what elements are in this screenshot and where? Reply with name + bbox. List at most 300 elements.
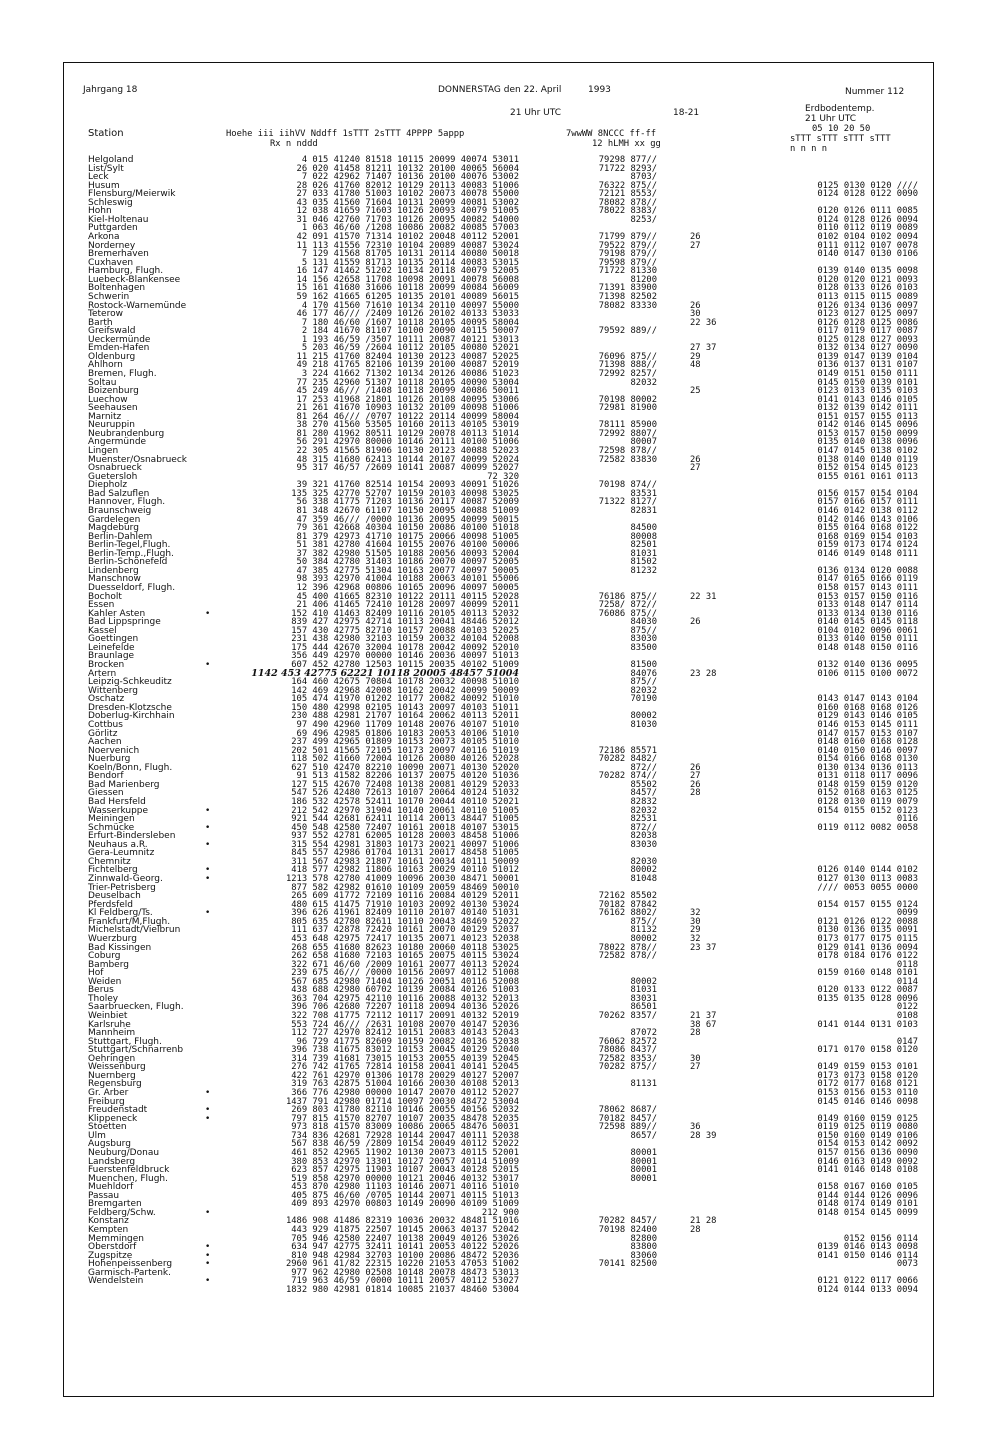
station-name: Arkona	[88, 232, 120, 243]
soil-temps: 0148 0174 0149 0101	[817, 1199, 918, 1210]
soil-temps: 0122	[896, 1002, 918, 1013]
weather-group: 70198 80002	[598, 394, 657, 405]
soil-temps: 0153 0156 0153 0110	[817, 1088, 918, 1099]
weather-group: 81131	[630, 1079, 657, 1090]
weather-group: 81031	[630, 985, 657, 996]
weather-group: 72121 8553/	[598, 189, 657, 200]
col-group2: 7wwWW 8NCCC ff-ff	[566, 129, 657, 139]
soil-temps: 0136 0134 0120 0088	[817, 565, 918, 576]
station-name: Bamberg	[88, 959, 129, 970]
station-name: Wittenberg	[88, 685, 139, 696]
station-values: 98 393 42970 41004 10188 20063 40101 55006	[296, 574, 519, 585]
station-values: 547 526 42480 72613 10107 20064 40124 51032	[291, 788, 519, 799]
soil-temps: 0135 0135 0128 0096	[817, 993, 918, 1004]
station-name: Wasserkuppe	[88, 805, 149, 816]
station-values: 43 035 41560 71604 10131 20099 40081 53002	[296, 197, 519, 208]
soil-temps: 0154 0153 0142 0092	[817, 1139, 918, 1150]
station-name: Bocholt	[88, 591, 122, 602]
station-values: 276 742 41765 72814 10158 20041 40141 52045	[291, 1062, 519, 1073]
station-name: Norderney	[88, 240, 136, 251]
station-values: 269 803 41780 82110 10146 20055 40156 52032	[291, 1105, 519, 1116]
station-values: 231 438 42980 32103 10159 20032 40104 52008	[291, 634, 519, 645]
soil-temps: 0168 0169 0154 0103	[817, 531, 918, 542]
weather-group: 80002	[630, 711, 657, 722]
soil-temps: 0113 0115 0115 0089	[817, 291, 918, 302]
soil-temps: 0102 0104 0102 0094	[817, 232, 918, 243]
station-values: 237 499 42965 01809 10153 20073 40105 51010	[291, 737, 519, 748]
station-values: 7 180 46/60 /1607 10118 20105 40095 58004	[301, 317, 519, 328]
station-name: Greifswald	[88, 326, 136, 337]
station-name: Hof	[88, 968, 104, 979]
station-values: 47 385 42775 51304 10163 20077 40097 50005	[296, 565, 519, 576]
soil-temps: 0129 0143 0146 0105	[817, 711, 918, 722]
weather-group: 72582 83830	[598, 454, 657, 465]
station-values: 164 460 42675 70804 10178 20032 40098 51010	[291, 677, 519, 688]
gust-values: 26	[690, 617, 701, 628]
station-values: 396 738 41675 83012 10153 20045 40129 52040	[291, 1045, 519, 1056]
station-values: 5 203 46/59 /2604 10112 20105 40080 52021	[301, 343, 519, 354]
station-values: 118 502 41660 72004 10126 20080 40126 52028	[291, 754, 519, 765]
soil-temps: 0146 0153 0145 0111	[817, 719, 918, 730]
soil-temps: 0141 0143 0146 0105	[817, 394, 918, 405]
weather-group: 80001	[630, 1165, 657, 1176]
station-name: Diepholz	[88, 480, 128, 491]
soil-temps: 0124 0128 0126 0094	[817, 214, 918, 225]
station-name: Memmingen	[88, 1233, 144, 1244]
station-name: Leipzig-Schkeuditz	[88, 677, 172, 688]
weather-group: 70198 82400	[598, 1225, 657, 1235]
station-values: 5 131 41559 81713 10135 20114 40083 53015	[301, 257, 519, 268]
station-values: 112 727 42970 82412 10151 20083 40143 52043	[291, 1028, 519, 1039]
weather-group: 79198 879//	[598, 249, 657, 260]
station-values: 81 379 42973 41710 10175 20066 40098 51005	[296, 531, 519, 542]
weather-group: 81200	[630, 274, 657, 285]
station-name: Feldberg/Schw.	[88, 1207, 156, 1218]
soil-temps: 0159 0160 0148 0101	[817, 968, 918, 979]
mountain-marker: •	[205, 608, 211, 619]
soil-temps: 0140 0150 0146 0097	[817, 745, 918, 756]
gust-values: 28 39	[690, 1130, 717, 1141]
gust-values: 26	[690, 300, 701, 311]
station-values: 46 177 46/// /2409 10126 20102 40133 53033	[296, 309, 519, 320]
gust-values: 30	[690, 916, 701, 927]
station-values: 11 113 41556 72310 10104 20089 40087 53024	[296, 240, 519, 251]
station-name: Kempten	[88, 1225, 129, 1235]
station-name: Luebeck-Blankensee	[88, 274, 181, 285]
station-values: 409 893 42970 00803 10149 20090 40109 51009	[291, 1199, 519, 1210]
weather-group: 76322 875//	[598, 180, 657, 191]
station-name: Görlitz	[88, 728, 118, 739]
gust-values: 27 37	[690, 343, 717, 354]
soil-temps: 0125 0128 0127 0093	[817, 334, 918, 345]
station-values: 366 776 42980 00000 10147 20070 40112 52027	[291, 1088, 519, 1099]
station-values: 567 838 46/59 /2809 10154 20049 40112 52022	[291, 1139, 519, 1150]
station-name: Leinefelde	[88, 642, 135, 653]
mountain-marker: •	[205, 839, 211, 850]
gust-values: 38 67	[690, 1019, 717, 1030]
soil-temps: 0124 0128 0122 0090	[817, 189, 918, 200]
station-values: 810 948 42984 32703 10100 20086 48472 52036	[291, 1250, 519, 1261]
issue-number: Nummer 112	[845, 87, 905, 97]
station-name: Flensburg/Meierwik	[88, 189, 176, 200]
station-values: 734 836 42681 72928 10144 20047 40111 52038	[291, 1130, 519, 1141]
weather-group: 70190	[630, 694, 657, 705]
station-name: Essen	[88, 600, 115, 611]
station-name: Bremerhaven	[88, 249, 149, 260]
soil-temps: 0147 0165 0166 0119	[817, 574, 918, 585]
station-values: 443 929 41875 22507 10145 20063 40137 52042	[291, 1225, 519, 1235]
station-values: 16 147 41462 51202 10134 20118 40079 52005	[296, 266, 519, 277]
soil-temps: 0117 0119 0117 0087	[817, 326, 918, 337]
mountain-marker: •	[205, 1276, 211, 1287]
soil-temps: 0124 0144 0133 0094	[817, 1284, 918, 1295]
station-name: Passau	[88, 1190, 120, 1201]
station-name: Koeln/Bonn, Flugh.	[88, 762, 173, 773]
soil-temps: 0132 0140 0136 0095	[817, 660, 918, 671]
weather-group: 72598 878//	[598, 446, 657, 457]
station-name: Kiel-Holtenau	[88, 214, 149, 225]
weather-group: 78086 8437/	[598, 1045, 657, 1056]
weather-group: 72992 8807/	[598, 428, 657, 439]
station-values: 461 852 42965 11902 10130 20073 40115 52001	[291, 1147, 519, 1158]
soil-temps: 0154 0155 0152 0123	[817, 805, 918, 816]
weather-group: 85502	[630, 779, 657, 790]
weather-group: 875//	[630, 625, 657, 636]
gust-values: 26	[690, 454, 701, 465]
station-values: 4 170 41560 71610 10134 20110 40097 55000	[301, 300, 519, 311]
weather-group: 84030	[630, 617, 657, 628]
station-name: Hamburg, Flugh.	[88, 266, 164, 277]
station-name: List/Sylt	[88, 163, 124, 174]
station-values: 81 280 41962 80511 10129 20078 40113 51014	[296, 428, 519, 439]
station-values: 396 706 42680 72207 10118 20094 40136 52026	[291, 1002, 519, 1013]
station-name: Bad Kissingen	[88, 942, 152, 953]
col-soil-depths: 05 10 20 50	[812, 124, 871, 134]
station-name: Oberstdorf	[88, 1242, 137, 1253]
soil-temps: 0148 0154 0145 0099	[817, 1207, 918, 1218]
station-name: Coburg	[88, 951, 121, 962]
weather-group: 8657/	[630, 1130, 657, 1141]
station-name: Artern	[88, 668, 117, 679]
weather-group: 875//	[630, 677, 657, 688]
weather-group: 81031	[630, 548, 657, 559]
station-values: 186 532 42578 52411 10170 20044 40110 52021	[291, 797, 519, 807]
mountain-marker: •	[205, 874, 211, 885]
station-name: Ueckermünde	[88, 334, 151, 345]
weather-group: 81500	[630, 660, 657, 671]
weather-group: 82800	[630, 1233, 657, 1244]
station-values: 69 496 42985 01806 10183 20053 40106 51010	[296, 728, 519, 739]
weather-group: 79592 889//	[598, 326, 657, 337]
weather-group: 7258/ 872//	[598, 600, 657, 611]
soil-temps: 0153 0157 0150 0099	[817, 428, 918, 439]
station-name: Husum	[88, 180, 120, 191]
gust-values: 26	[690, 762, 701, 773]
mountain-marker: •	[205, 1088, 211, 1099]
station-values: 607 452 42780 12503 10115 20035 40102 51009	[291, 660, 519, 671]
station-values: 265 609 41772 72109 10116 20084 40129 52011	[291, 891, 519, 902]
station-values: 45 249 46/// /1408 10118 20099 40086 50011	[296, 386, 519, 397]
weather-group: 76096 875//	[598, 351, 657, 362]
gust-values: 27	[690, 463, 701, 474]
station-name: Cottbus	[88, 719, 123, 730]
weather-group: 83531	[630, 488, 657, 499]
station-values: 45 400 41665 82310 10122 20111 40115 52028	[296, 591, 519, 602]
mountain-marker: •	[205, 1250, 211, 1261]
station-name: Wuerzburg	[88, 933, 137, 944]
soil-temps: 0152 0168 0163 0125	[817, 788, 918, 799]
station-name: Giessen	[88, 788, 124, 799]
soil-temps: 0125 0130 0120 ////	[817, 180, 918, 191]
station-name: Doberlug-Kirchhain	[88, 711, 175, 722]
soil-temps: 0116	[896, 814, 918, 825]
soil-temps: 0146 0149 0148 0111	[817, 548, 918, 559]
station-values: 314 739 41681 73015 10153 20055 40139 52045	[291, 1053, 519, 1064]
station-name: Konstanz	[88, 1216, 129, 1227]
soil-temps: 0126 0134 0136 0097	[817, 300, 918, 311]
weather-group: 80001	[630, 1156, 657, 1167]
weather-group: 76062 82572	[598, 1036, 657, 1047]
soil-temps: 0159 0173 0174 0124	[817, 540, 918, 551]
soil-temps: 0171 0170 0158 0120	[817, 1045, 918, 1056]
date-label: DONNERSTAG den 22. April	[438, 85, 562, 95]
station-values: 97 490 42960 11709 10148 20076 40107 51010	[296, 719, 519, 730]
station-values: 453 870 42980 11103 10146 20071 40116 51010	[291, 1182, 519, 1193]
station-name: Kassel	[88, 625, 117, 636]
soil-temps: 0128 0130 0119 0079	[817, 797, 918, 807]
weather-group: 70282 874//	[598, 771, 657, 782]
station-values: 72 320	[487, 471, 519, 482]
station-values: 438 688 42980 60702 10139 20084 40126 51003	[291, 985, 519, 996]
soil-temps: 0099	[896, 908, 918, 919]
gust-values: 27	[690, 240, 701, 251]
station-values: 96 729 41775 82609 10159 20082 40136 52038	[296, 1036, 519, 1047]
weather-group: 84500	[630, 523, 657, 534]
station-values: 1213 578 42780 41009 10096 20030 48471 50001	[285, 874, 519, 885]
station-values: 1 063 46/60 /1208 10086 20082 40085 57003	[301, 223, 519, 234]
station-name: Guetersloh	[88, 471, 138, 482]
weather-group: 80002	[630, 976, 657, 987]
station-name: Dresden-Klotzsche	[88, 702, 172, 713]
weather-group: 78082 878//	[598, 197, 657, 208]
weather-group: 70282 875//	[598, 1062, 657, 1073]
soil-temps: 0118	[896, 959, 918, 970]
weather-group: 80001	[630, 1147, 657, 1158]
station-name: Luechow	[88, 394, 128, 405]
soil-temps: 0153 0157 0150 0116	[817, 591, 918, 602]
mountain-marker: •	[205, 805, 211, 816]
station-values: 51 381 42780 41604 10155 20076 40100 50006	[296, 540, 519, 551]
station-name: Soltau	[88, 377, 117, 388]
weather-group: 82501	[630, 540, 657, 551]
weather-group: 80007	[630, 437, 657, 448]
station-name: Gr. Arber	[88, 1088, 129, 1099]
soil-temps: 0136 0137 0131 0107	[817, 360, 918, 371]
station-name: Braunlage	[88, 651, 135, 662]
weather-group: 71398 888//	[598, 360, 657, 371]
station-name: Helgoland	[88, 155, 134, 165]
weather-group: 79598 879//	[598, 257, 657, 268]
soil-temps: 0146 0142 0138 0112	[817, 505, 918, 516]
station-name: Augsburg	[88, 1139, 131, 1150]
gust-values: 30	[690, 1053, 701, 1064]
station-values: 268 655 41680 82623 10180 20060 40118 53025	[291, 942, 519, 953]
station-name: Lindenberg	[88, 565, 139, 576]
mountain-marker: •	[205, 1105, 211, 1116]
station-values: 1 193 46/59 /3507 10111 20087 40121 53013	[301, 334, 519, 345]
gust-values: 27	[690, 1062, 701, 1073]
weather-group: 872//	[630, 822, 657, 833]
station-name: Oldenburg	[88, 351, 136, 362]
soil-temps: 0133 0134 0130 0116	[817, 608, 918, 619]
weather-group: 70182 87842	[598, 899, 657, 910]
station-name: Hohenpeissenberg	[88, 1259, 173, 1270]
station-values: 553 724 46/// /2631 10108 20070 40147 52036	[291, 1019, 519, 1030]
soil-temps: 0172 0177 0168 0121	[817, 1079, 918, 1090]
station-values: 21 406 41465 72410 10128 20097 40099 52011	[296, 600, 519, 611]
station-name: Nuerburg	[88, 754, 131, 765]
weather-group: 82831	[630, 505, 657, 516]
weather-group: 83500	[630, 642, 657, 653]
weather-group: 70141 82500	[598, 1259, 657, 1270]
station-name: Goettingen	[88, 634, 139, 645]
weather-group: 83030	[630, 839, 657, 850]
station-name: Neuruppin	[88, 420, 136, 431]
weather-group: 84076	[630, 668, 657, 679]
station-name: Muehldorf	[88, 1182, 134, 1193]
station-values: 973 818 41570 83009 10086 20065 48476 50031	[291, 1122, 519, 1133]
soil-temps: 0138 0140 0140 0119	[817, 454, 918, 465]
station-name: Aachen	[88, 737, 122, 748]
station-values: 4 015 41240 81518 10115 20099 40074 53011	[301, 155, 519, 165]
col-group2-sub: 12 hLMH xx gg	[592, 139, 661, 149]
col-1821: 18-21	[673, 108, 700, 118]
station-name: Mannheim	[88, 1028, 136, 1039]
soil-temps: 0147	[896, 1036, 918, 1047]
station-name: Duesseldorf, Flugh.	[88, 583, 176, 593]
station-name: Marnitz	[88, 411, 122, 422]
weather-group: 80002	[630, 865, 657, 876]
station-name: Michelstadt/Vielbrun	[88, 925, 181, 936]
soil-temps: 0139 0140 0135 0098	[817, 266, 918, 277]
station-name: Muenchen, Flugh.	[88, 1173, 168, 1184]
soil-temps: //// 0053 0055 0000	[817, 882, 918, 893]
station-values: 356 449 42970 00000 10146 20036 40097 51013	[291, 651, 519, 662]
station-values: 1486 908 41486 82319 10036 20032 48481 51016	[285, 1216, 519, 1227]
station-name: Muenster/Osnabrueck	[88, 454, 188, 465]
station-values: 105 474 41970 01202 10177 20082 40092 51010	[291, 694, 519, 705]
gust-values: 28	[690, 1225, 701, 1235]
station-values: 77 235 42960 51307 10118 20105 40090 53004	[296, 377, 519, 388]
mountain-marker: •	[205, 1242, 211, 1253]
station-values: 150 480 42998 02105 10143 20097 40103 51011	[291, 702, 519, 713]
station-name: Neubrandenburg	[88, 428, 165, 439]
soil-temps: 0154 0166 0168 0130	[817, 754, 918, 765]
weather-group: 82032	[630, 377, 657, 388]
mountain-marker: •	[205, 1259, 211, 1270]
station-values: 519 858 42970 00000 10121 20046 40132 53017	[291, 1173, 519, 1184]
gust-values: 28	[690, 1028, 701, 1039]
station-name: Erfurt-Bindersleben	[88, 831, 176, 842]
station-values: 311 567 42983 21807 10161 20034 40111 50009	[291, 856, 519, 867]
station-values: 839 427 42975 42714 10113 20041 48446 52012	[291, 617, 519, 628]
weather-group: 70282 8482/	[598, 754, 657, 765]
weather-group: 78022 878//	[598, 942, 657, 953]
weather-group: 72981 81900	[598, 403, 657, 414]
soil-temps: 0150 0160 0149 0106	[817, 1130, 918, 1141]
station-values: 49 218 41765 82106 10139 20100 40087 52019	[296, 360, 519, 371]
weather-group: 79298 877//	[598, 155, 657, 165]
soil-temps: 0156 0157 0154 0104	[817, 488, 918, 499]
station-name: Karlsruhe	[88, 1019, 131, 1030]
soil-temps: 0157 0156 0136 0090	[817, 1147, 918, 1158]
weather-group: 76162 8802/	[598, 908, 657, 919]
station-name: Bad Marienberg	[88, 779, 160, 790]
col-erdboden-utc: 21 Uhr UTC	[805, 114, 857, 124]
station-name: Noervenich	[88, 745, 140, 756]
soil-temps: 0130 0134 0136 0113	[817, 762, 918, 773]
station-values: 7 022 42962 71407 10136 20100 40076 53002	[301, 172, 519, 183]
station-values: 877 582 42982 01610 10109 20059 48469 50010	[291, 882, 519, 893]
weather-group: 71391 83900	[598, 283, 657, 294]
weather-group: 80001	[630, 1173, 657, 1184]
station-name: Berlin-Dahlem	[88, 531, 153, 542]
station-values: 2960 961 41/82 22315 10220 21053 47053 51002	[285, 1259, 519, 1270]
weather-group: 82038	[630, 831, 657, 842]
soil-temps: 0149 0159 0153 0101	[817, 1062, 918, 1073]
station-name: Rostock-Warnemünde	[88, 300, 187, 311]
weather-group: 80002	[630, 933, 657, 944]
station-values: 230 488 42981 21707 10164 20062 40113 52011	[291, 711, 519, 722]
soil-temps: 0106 0115 0100 0072	[817, 668, 918, 679]
station-values: 47 359 46/// /0000 10136 20095 40099 50015	[296, 514, 519, 525]
weather-group: 87072	[630, 1028, 657, 1039]
soil-temps: 0120 0133 0122 0087	[817, 985, 918, 996]
station-name: Neuburg/Donau	[88, 1147, 160, 1158]
station-name: Weinbiet	[88, 1011, 128, 1021]
weather-group: 83800	[630, 1242, 657, 1253]
weather-group: 71398 82502	[598, 291, 657, 302]
station-values: 42 091 41570 71314 10102 20048 40112 52001	[296, 232, 519, 243]
weather-group: 72992 8257/	[598, 369, 657, 379]
station-name: Lingen	[88, 446, 119, 457]
soil-temps: 0148 0148 0150 0116	[817, 642, 918, 653]
station-values: 111 637 42878 72420 10161 20070 40129 52037	[291, 925, 519, 936]
station-values: 152 410 41463 82409 10116 20105 40113 52032	[291, 608, 519, 619]
station-values: 14 156 42658 11708 10098 20091 40078 56008	[296, 274, 519, 285]
col-station: Station	[88, 128, 124, 139]
station-values: 7 129 41568 81705 10131 20114 40080 50018	[301, 249, 519, 260]
gust-values: 48	[690, 360, 701, 371]
weather-group: 83031	[630, 993, 657, 1004]
soil-temps: 0149 0160 0159 0125	[817, 1113, 918, 1124]
soil-temps: 0121 0126 0122 0088	[817, 916, 918, 927]
station-name: Freudenstadt	[88, 1105, 148, 1116]
soil-temps: 0073	[896, 1259, 918, 1270]
station-name: Deuselbach	[88, 891, 141, 902]
soil-temps: 0133 0148 0147 0114	[817, 600, 918, 611]
station-values: 22 305 41565 81906 10130 20123 40088 52023	[296, 446, 519, 457]
gust-values: 26	[690, 232, 701, 243]
station-name: Chemnitz	[88, 856, 131, 867]
gust-values: 30	[690, 309, 701, 320]
station-name: Weissenburg	[88, 1062, 146, 1073]
station-name: Bremen, Flugh.	[88, 369, 157, 379]
weather-group: 82032	[630, 805, 657, 816]
mountain-marker: •	[205, 1113, 211, 1124]
weather-group: 872//	[630, 762, 657, 773]
station-values: 422 761 42970 01306 10178 20029 40127 52007	[291, 1070, 519, 1081]
